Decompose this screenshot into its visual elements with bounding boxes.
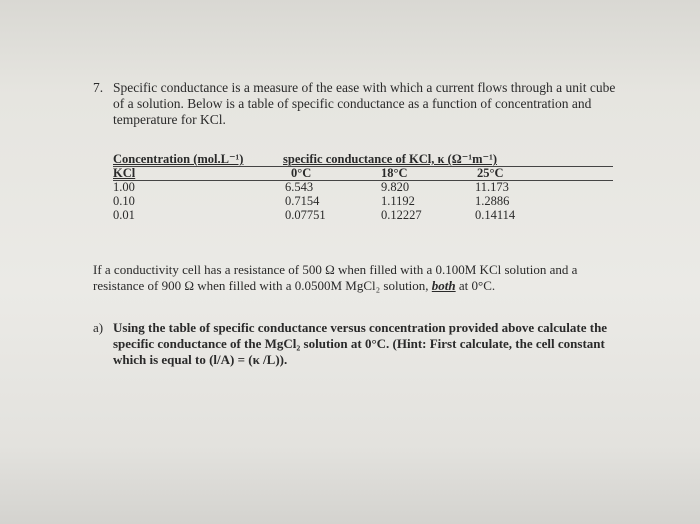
cell: 1.1192 (381, 194, 415, 208)
table-row (113, 208, 613, 222)
cell: 0.14114 (475, 208, 516, 222)
header-concentration: Concentration (mol.L⁻¹) (113, 152, 244, 166)
table-column-row (113, 166, 613, 180)
cell: 0.07751 (285, 208, 326, 222)
part-a-label: a) (93, 320, 104, 335)
cell: 9.820 (381, 180, 410, 194)
paragraph-part-1: If a conductivity cell has a resistance of 500 Ω when filled with a 0.100M KCl solution and a resistance of 900 Ω when filled with a 0.0500M MgCl₂ solution, (93, 262, 578, 293)
cell: 1.00 (113, 180, 135, 194)
cell: 11.173 (475, 180, 509, 194)
col-0c: 0°C (291, 166, 312, 180)
question-number: 7. (93, 80, 104, 95)
kcl-conductance-table (113, 152, 613, 222)
cell: 0.10 (113, 194, 135, 208)
cell: 0.7154 (285, 194, 320, 208)
col-25c: 25°C (477, 166, 504, 180)
table-row (113, 180, 613, 194)
col-18c: 18°C (381, 166, 408, 180)
resistance-paragraph (93, 262, 623, 294)
cell: 0.01 (113, 208, 135, 222)
header-conductance: specific conductance of KCl, κ (Ω⁻¹m⁻¹) (283, 152, 497, 166)
question-7 (93, 80, 623, 128)
table-row (113, 194, 613, 208)
paragraph-emphasis: both (431, 278, 456, 293)
cell: 1.2886 (475, 194, 510, 208)
col-kcl: KCl (113, 166, 136, 180)
cell: 0.12227 (381, 208, 422, 222)
part-a-text: Using the table of specific conductance versus concentration provided above calculate the specific conductance of the MgCl₂ solution at 0°C. (Hint: First calculate, the cell constant which is equal to (l/A) = (κ /L)). (113, 320, 608, 367)
part-a (93, 320, 623, 368)
table-header-row (113, 152, 613, 166)
paragraph-part-2: at 0°C. (455, 278, 496, 293)
cell: 6.543 (285, 180, 314, 194)
question-intro: Specific conductance is a measure of the ease with which a current flows through a unit cube of a solution. Below is a table of specific conductance as a function of concentration and temperature for KCl. (113, 80, 616, 127)
